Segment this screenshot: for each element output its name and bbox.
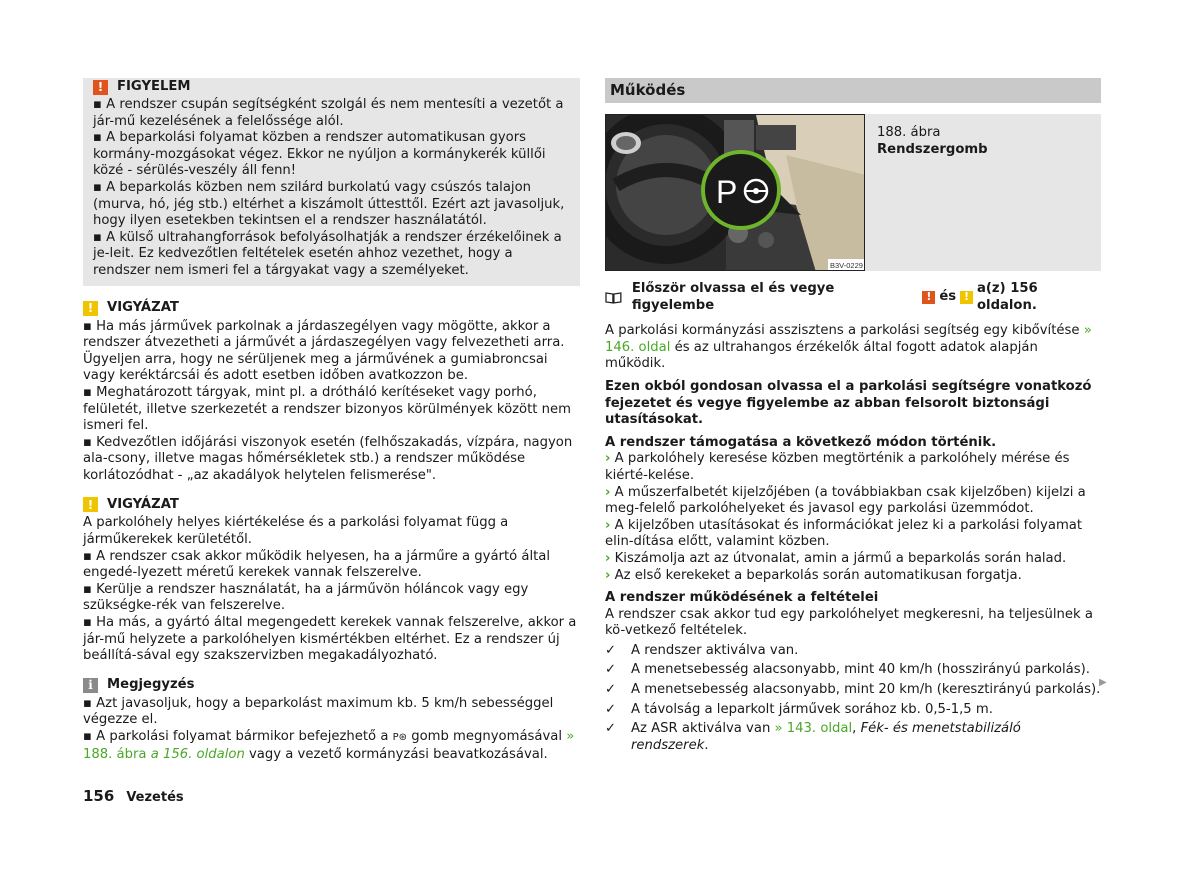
figyelem-header [93,79,570,96]
condition-text [631,721,1101,754]
condition-item [605,662,1101,679]
conditions-heading: A rendszer működésének a feltételei [605,590,879,606]
megjegyzes-header [83,677,580,694]
intro-text: A parkolási kormányzási asszisztens a parkolási segítség egy kibővítése [605,323,1084,339]
megjegyzes-title: Megjegyzés [107,677,195,693]
figyelem-title: FIGYELEM [117,79,191,95]
intro-text: és az ultrahangos érzékelők által fogott adatok alapján működik. [605,339,1038,372]
support-item [605,518,1101,551]
condition-text: A távolság a leparkolt járművek sorához kb. 0,5-1,5 m. [631,701,993,717]
right-column [605,78,1101,754]
figure-link[interactable]: » 188. ábra [83,729,575,762]
megjegyzes-text: vagy a vezető kormányzási beavatkozásával. [244,746,548,762]
chevron-right-icon: › [605,517,611,533]
megjegyzes-text: gomb megnyomásával [407,729,567,744]
vigyazat-block-2 [83,496,580,664]
support-item [605,551,1101,568]
button-symbol: P [716,174,738,210]
checkmark-icon: ✓ [605,682,617,698]
figure-code: B3V-0229 [830,261,863,270]
checkmark-icon: ✓ [605,701,617,717]
condition-text-part: . [704,737,709,753]
condition-item [605,643,1101,660]
exclamation-icon: ! [83,301,98,316]
figure [605,114,1101,271]
support-item-text: A műszerfalbetét kijelzőjében (a továbbiakban csak kijelzőben) kijelzi a meg-felelő parkolóhelyeket és javasol egy parkolási üzemmódot. [605,484,1086,517]
chevron-right-icon: › [605,550,611,566]
bold-note: Ezen okból gondosan olvassa el a parkolási segítségre vonatkozó fejezetet és vegye figyelembe az abban felsorolt biztonsági utasításokat. [605,378,1092,428]
condition-item [605,682,1101,699]
checkmark-icon: ✓ [605,721,617,737]
figure-photo [605,114,865,271]
condition-text: A menetsebesség alacsonyabb, mint 20 km/h (keresztirányú parkolás). [631,682,1101,698]
page-number: 156 [83,787,115,805]
page-link[interactable]: » 143. oldal [774,721,853,737]
vigyazat-block-1 [83,300,580,485]
megjegyzes-item [83,729,580,763]
vigyazat-header [83,496,580,513]
page-link[interactable]: » 146. oldal [605,323,1092,355]
chevron-right-icon: › [605,567,611,583]
dashboard-illustration [606,115,865,271]
vigyazat-header [83,300,580,317]
section-title: Működés [605,78,1101,103]
figyelem-box [83,78,580,286]
condition-text: A rendszer aktiválva van. [631,642,799,658]
support-item-text: Az első kerekeket a beparkolás során automatikusan forgatja. [614,567,1022,583]
read-first-text: Először olvassa el és vegye figyelembe [631,281,835,313]
triangle-right-icon: ▶ [1099,677,1107,688]
support-heading: A rendszer támogatása a következő módon történik. [605,434,997,450]
chapter-name: Vezetés [126,790,184,805]
read-first-page: a(z) 156 oldalon. [976,281,1038,313]
vigyazat-item: ▪ Ha más járművek parkolnak a járdaszegélyen vagy mögötte, akkor a rendszer átvezetheti a járművét a járdaszegélyen vagy felvezetheti arra. Ügyeljen arra, hogy ne sérüljenek meg a járművének a gumiabroncsai vagy keréktárcsái és adott esetben időben avatkozzon be. [83,318,565,384]
megjegyzes-item: ▪ Azt javasoljuk, hogy a beparkolást maximum kb. 5 km/h sebességgel végezze el. [83,695,554,728]
chevron-right-icon: › [605,484,611,500]
left-column [83,78,580,763]
read-first-note [605,281,1101,314]
vigyazat-item: A parkolóhely helyes kiértékelése és a parkolási folyamat függ a járműkerekek kerületétől. [83,515,509,548]
vigyazat-title: VIGYÁZAT [107,299,179,315]
condition-item [605,721,1101,754]
megjegyzes-text: ▪ A parkolási folyamat bármikor befejezhető a [83,729,393,744]
megjegyzes-block [83,677,580,763]
condition-text-part: , [852,721,861,737]
parking-button-icon: P⊛ [392,732,408,743]
figure-caption [865,114,1101,271]
intro-paragraph [605,323,1101,373]
figyelem-item: ▪ A rendszer csupán segítségként szolgál és nem mentesíti a vezetőt a jár-mű kezelésének a felelőssége alól. [93,97,564,129]
checkmark-icon: ✓ [605,642,617,658]
read-first-and: és [939,289,957,305]
exclamation-icon: ! [93,80,108,95]
support-item-text: A parkolóhely keresése közben megtörténik a parkolóhely mérése és kiérté-kelése. [605,451,1070,483]
figure-number: 188. ábra [877,125,941,140]
figyelem-item: ▪ A külső ultrahangforrások befolyásolhatják a rendszer érzékelőinek a je-leit. Ez kedvezőtlen feltételek esetén ahhoz vezethet, hogy a rendszer nem ismeri fel a tárgyakat vagy a személyeket. [93,229,562,278]
exclamation-icon: ! [960,291,973,304]
figyelem-item: ▪ A beparkolási folyamat közben a rendszer automatikusan gyors kormány-mozgásokat végez. Ekkor ne nyúljon a kormánykerék küllői közé - sérülés-veszély áll fenn! [93,130,546,179]
vigyazat-item: ▪ Kedvezőtlen időjárási viszonyok esetén (felhőszakadás, vízpára, nagyon ala-csony, illetve magas hőmérsékletek stb.) a rendszer működése korlátozódhat - „az akadályok helytelen felismerése". [83,434,573,483]
chapter-reference: Fék- és menetstabilizáló rendszerek [631,721,1021,753]
support-item [605,485,1101,518]
support-item [605,451,1101,484]
page-link[interactable]: a 156. oldalon [146,746,245,762]
book-icon [605,291,622,304]
condition-text: A menetsebesség alacsonyabb, mint 40 km/h (hosszirányú parkolás). [631,662,1090,678]
support-item [605,568,1101,585]
vigyazat-item: ▪ Ha más, a gyártó által megengedett kerekek vannak felszerelve, akkor a jár-mű helyzete a parkolóhelyen kismértékben eltérhet. Ez a rendszer új beállítá-sával egy szakszervizben megakadályozható. [83,615,577,664]
condition-item [605,702,1101,719]
condition-text-part: Az ASR aktiválva van [631,721,775,737]
figure-caption-title: Rendszergomb [877,142,988,157]
vigyazat-title: VIGYÁZAT [107,496,179,512]
figyelem-item: ▪ A beparkolás közben nem szilárd burkolatú vagy csúszós talajon (murva, hó, jég stb.) eltérhet a kiszámolt úttesttől. Ezért azt javasoljuk, hogy ilyen esetekben tekintsen el a rendszer használatától. [93,179,565,229]
vigyazat-item: ▪ Kerülje a rendszer használatát, ha a járművön hóláncok vagy egy szükségke-rék van felszerelve. [83,581,529,614]
exclamation-icon: ! [83,497,98,512]
info-icon: i [83,678,98,693]
support-item-text: A kijelzőben utasításokat és információkat jelez ki a parkolási folyamat elin-dítása előtt, valamint közben. [605,517,1083,550]
checkmark-icon: ✓ [605,662,617,678]
support-item-text: Kiszámolja azt az útvonalat, amin a jármű a beparkolás során halad. [614,550,1067,566]
vigyazat-item: ▪ Meghatározott tárgyak, mint pl. a drótháló kerítéseket vagy porhó, felületét, illetve szerkezetét a rendszer bizonyos körülmények között nem ismeri fel. [83,384,571,434]
chevron-right-icon: › [605,451,611,467]
page-footer [83,787,184,805]
vigyazat-item: ▪ A rendszer csak akkor működik helyesen, ha a járműre a gyártó által engedé-lyezett méretű kerekek vannak felszerelve. [83,548,551,581]
conditions-intro: A rendszer csak akkor tud egy parkolóhelyet megkeresni, ha teljesülnek a kö-vetkező feltételek. [605,606,1093,639]
exclamation-icon: ! [922,291,935,304]
